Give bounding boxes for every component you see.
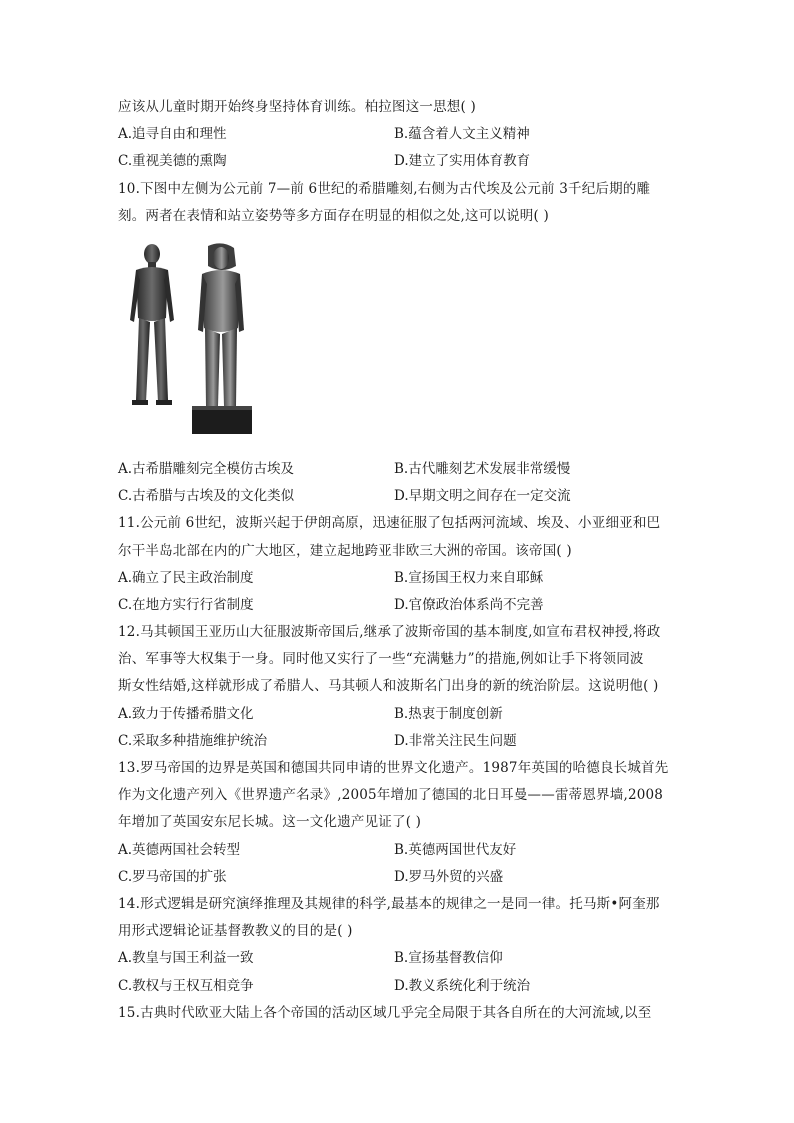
question-14-option-c: C.教权与王权互相竞争 — [118, 977, 254, 994]
question-13-options-row-1 — [118, 837, 670, 864]
question-12-option-c: C.采取多种措施维护统治 — [118, 732, 268, 749]
question-10-option-b: B.古代雕刻艺术发展非常缓慢 — [394, 460, 571, 477]
question-10-option-a: A.古希腊雕刻完全模仿古埃及 — [118, 460, 295, 477]
greek-statue — [130, 244, 174, 405]
question-13-option-b: B.英德两国世代友好 — [394, 841, 517, 858]
question-10-options-row-2 — [118, 483, 670, 510]
question-9-option-a: A.追寻自由和理性 — [118, 126, 227, 143]
question-13-stem-line-3: 年增加了英国安东尼长城。这一文化遗产见证了( ) — [118, 814, 422, 831]
question-12-stem-line-3: 斯女性结婚,这样就形成了希腊人、马其顿人和波斯名门出身的新的统治阶层。这说明他( ) — [118, 678, 659, 695]
question-11-stem-line-1: 11.公元前 6世纪，波斯兴起于伊朗高原，迅速征服了包括两河流域、埃及、小亚细亚和巴 — [118, 515, 661, 532]
question-9-options-row-1 — [118, 121, 670, 148]
question-9-options-row-2 — [118, 148, 670, 175]
question-13-options-row-2 — [118, 864, 670, 891]
question-9-stem: 应该从儿童时期开始终身坚持体育训练。柏拉图这一思想( ) — [118, 99, 476, 115]
question-11-stem-line-2: 尔干半岛北部在内的广大地区，建立起地跨亚非欧三大洲的帝国。该帝国( ) — [118, 542, 572, 559]
question-14-stem-line-1: 14.形式逻辑是研究演绎推理及其规律的科学,最基本的规律之一是同一律。托马斯•阿奎那 — [118, 895, 660, 912]
question-14-option-b: B.宣扬基督教信仰 — [394, 950, 503, 967]
question-9-option-d: D.建立了实用体育教育 — [394, 153, 531, 170]
question-11-option-c: C.在地方实行行省制度 — [118, 596, 254, 613]
question-12-option-b: B.热衷于制度创新 — [394, 705, 503, 722]
question-12-options-row-2 — [118, 728, 670, 755]
question-14-option-a: A.教皇与国王利益一致 — [118, 950, 254, 967]
statues-photo — [118, 240, 268, 440]
question-10-option-c: C.古希腊与古埃及的文化类似 — [118, 488, 295, 505]
question-10-stem-line-1: 10.下图中左侧为公元前 7—前 6世纪的希腊雕刻,右侧为古代埃及公元前 3千纪后期的雕 — [118, 180, 651, 197]
exam-page — [118, 94, 670, 1027]
question-10-options-row-1 — [118, 456, 670, 483]
question-11-option-a: A.确立了民主政治制度 — [118, 569, 254, 586]
egyptian-statue — [192, 243, 252, 434]
question-11-options-row-1 — [118, 565, 670, 592]
question-12-stem-line-2: 治、军事等大权集于一身。同时他又实行了一些“充满魅力”的措施,例如让手下将领同波 — [118, 651, 644, 668]
question-14-options-row-1 — [118, 945, 670, 972]
question-11-option-b: B.宣扬国王权力来自耶稣 — [394, 569, 544, 586]
question-14-stem-line-2: 用形式逻辑论证基督教教义的目的是( ) — [118, 923, 353, 940]
question-12-option-d: D.非常关注民生问题 — [394, 732, 517, 749]
question-11-options-row-2 — [118, 592, 670, 619]
question-10-stem-line-2: 刻。两者在表情和站立姿势等多方面存在明显的相似之处,这可以说明( ) — [118, 207, 549, 224]
question-12-options-row-1 — [118, 701, 670, 728]
question-10-figure — [118, 230, 670, 456]
question-13-option-d: D.罗马外贸的兴盛 — [394, 868, 504, 885]
question-14-option-d: D.教义系统化利于统治 — [394, 977, 531, 994]
question-13-option-a: A.英德两国社会转型 — [118, 841, 241, 858]
question-9-option-c: C.重视美德的熏陶 — [118, 153, 227, 170]
question-9-option-b: B.蕴含着人文主义精神 — [394, 126, 530, 143]
question-12-stem-line-1: 12.马其顿国王亚历山大征服波斯帝国后,继承了波斯帝国的基本制度,如宣布君权神授,将政 — [118, 624, 661, 641]
question-14-options-row-2 — [118, 973, 670, 1000]
question-11-option-d: D.官僚政治体系尚不完善 — [394, 596, 544, 613]
question-12-option-a: A.致力于传播希腊文化 — [118, 705, 254, 722]
question-13-stem-line-2: 作为文化遗产列入《世界遗产名录》,2005年增加了德国的北日耳曼——雷蒂恩界墙,2008 — [118, 787, 664, 804]
question-15-stem-line-1: 15.古典时代欧亚大陆上各个帝国的活动区域几乎完全局限于其各自所在的大河流域,以至 — [118, 1004, 652, 1021]
question-10-option-d: D.早期文明之间存在一定交流 — [394, 488, 571, 505]
question-13-option-c: C.罗马帝国的扩张 — [118, 868, 227, 885]
question-13-stem-line-1: 13.罗马帝国的边界是英国和德国共同申请的世界文化遗产。1987年英国的哈德良长城首先 — [118, 760, 669, 776]
